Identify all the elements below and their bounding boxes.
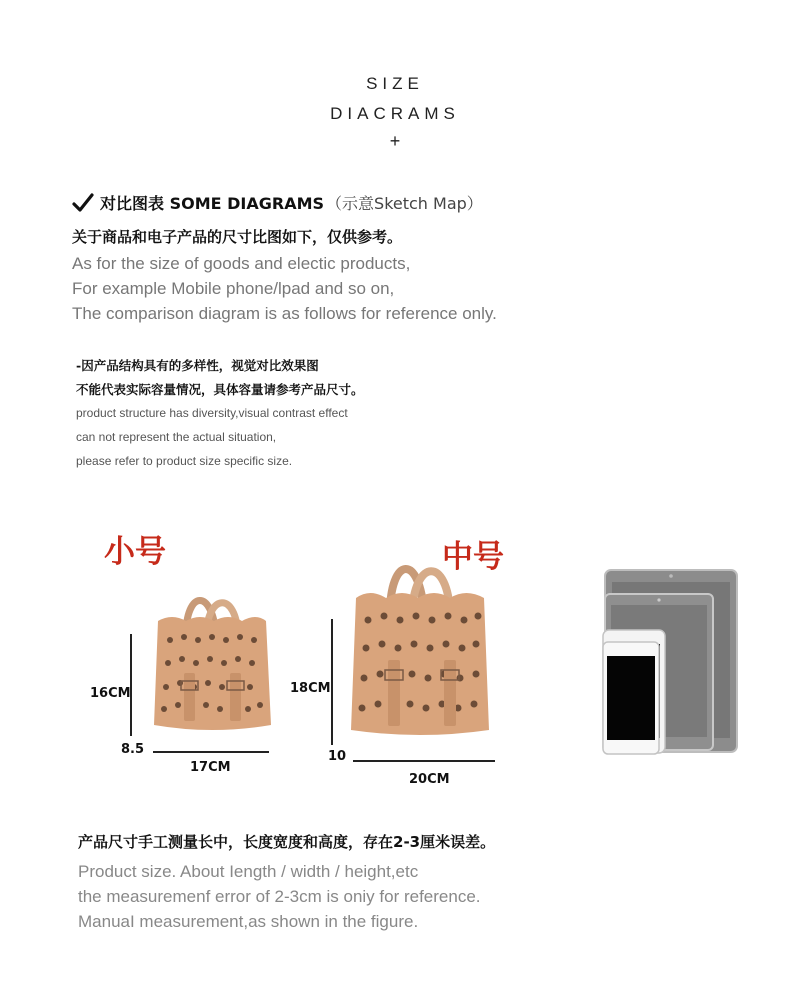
measurement-note-en-2: the measuremenf error of 2-3cm is oniy for reference. <box>78 887 481 906</box>
diagram-intro-en-3: The comparison diagram is as follows for reference only. <box>72 304 497 323</box>
diagram-intro-zh: 关于商品和电子产品的尺寸比图如下，仅供参考。 <box>72 228 403 246</box>
disclaimer-en-2: can not represent the actual situation, <box>76 430 277 444</box>
small-depth-label: 8.5 <box>121 742 145 757</box>
small-bag-image <box>150 585 275 738</box>
medium-depth-label: 10 <box>328 749 347 764</box>
measurement-note-en-1: Product size. About Iength / width / height,etc <box>78 862 419 881</box>
measurement-note-en-3: ManuaI measurement,as shown in the figure. <box>78 912 419 931</box>
medium-height-label: 18CM <box>290 681 331 696</box>
checkmark-icon <box>72 192 94 214</box>
small-height-label: 16CM <box>90 686 131 701</box>
medium-size-label: 中号 <box>442 539 504 575</box>
diagram-title <box>72 191 483 214</box>
disclaimer-en-1: product structure has diversity,visual contrast effect <box>76 406 348 420</box>
diagram-title-text: 对比图表 SOME DIAGRAMS <box>100 194 325 213</box>
diagram-title-note: （示意Sketch Map） <box>326 194 483 213</box>
measurement-note-zh: 产品尺寸手工测量长中，长度宽度和高度，存在2-3厘米误差。 <box>78 833 496 851</box>
disclaimer-en-3: please refer to product size specific size. <box>76 454 293 468</box>
device-comparison-image <box>600 568 740 756</box>
disclaimer-zh-1: -因产品结构具有的多样性，视觉对比效果图 <box>76 358 319 373</box>
small-size-label: 小号 <box>104 534 166 570</box>
header-size: SIZE <box>366 74 424 93</box>
diagram-intro-en-2: For example Mobile phone/lpad and so on, <box>72 279 395 298</box>
disclaimer-zh-2: 不能代表实际容量情况，具体容量请参考产品尺寸。 <box>76 382 364 397</box>
medium-bag-image <box>348 550 493 745</box>
medium-width-label: 20CM <box>409 772 450 787</box>
diagram-intro-en-1: As for the size of goods and electic products, <box>72 254 411 273</box>
header-diagrams: DIACRAMS <box>330 104 460 123</box>
small-width-label: 17CM <box>190 760 231 775</box>
header-plus: + <box>389 131 401 151</box>
